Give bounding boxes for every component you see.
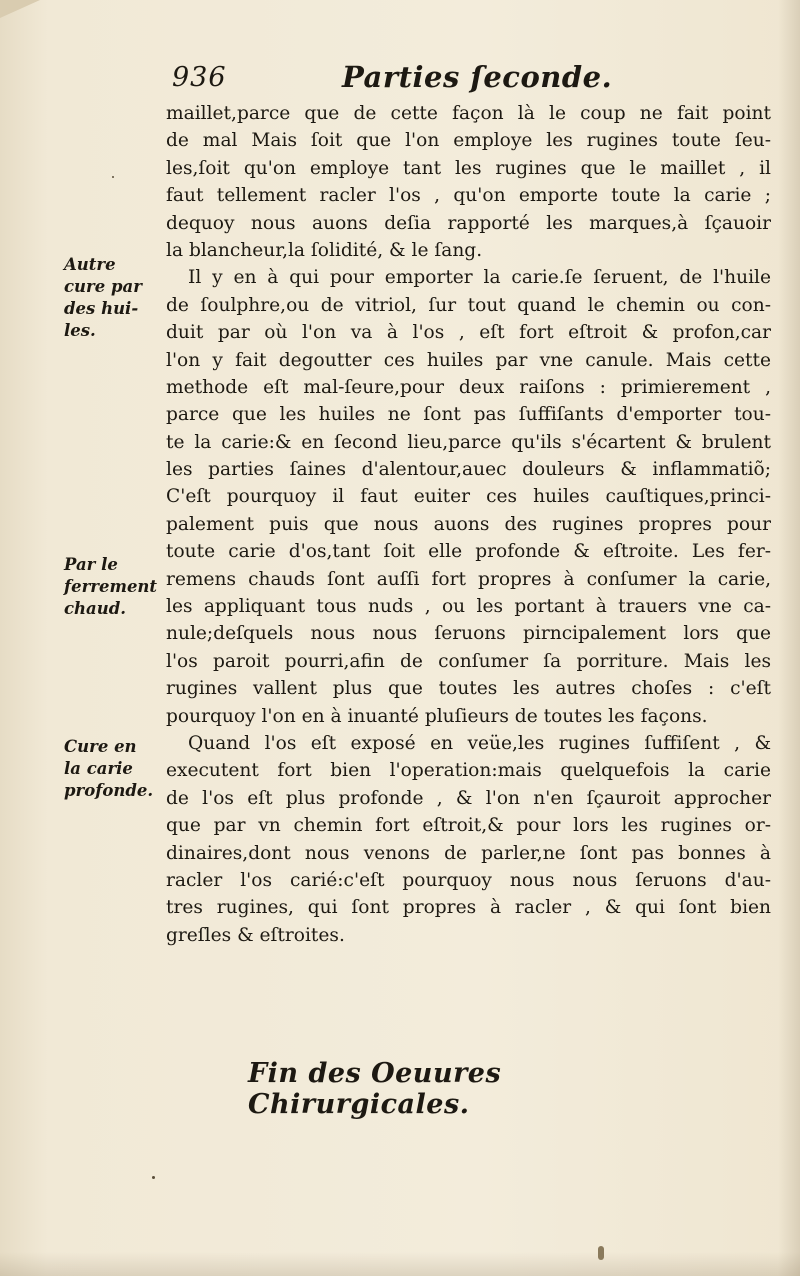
body-line-paragraph-start: Il y en à qui pour emporter la carie.ſe ſeruent, de l'huile xyxy=(188,267,771,289)
body-line: palement puis que nous auons des rugines propres pour xyxy=(166,513,771,535)
body-line: greſles & eſtroites. xyxy=(166,924,345,946)
body-line: l'on y fait degoutter ces huiles par vne canule. Mais cette xyxy=(166,349,771,371)
body-line: dinaires,dont nous venons de parler,ne ſont pas bonnes à xyxy=(166,842,771,864)
margin-note-carie-profonde xyxy=(64,736,164,802)
body-line-paragraph-start: Quand l'os eſt exposé en veüe,les rugines ſuffiſent , & xyxy=(188,732,771,754)
margin-note-line: Cure en xyxy=(64,737,137,756)
paper-speck xyxy=(112,176,114,178)
page-corner-fold xyxy=(0,0,40,18)
margin-note-ferrement-chaud xyxy=(64,554,164,620)
margin-note-line: cure par xyxy=(64,277,142,296)
colophon: Fin des Oeuures Chirurgicales. xyxy=(248,1058,502,1120)
margin-note-line: ferrement xyxy=(64,577,158,596)
page-edge-shadow-right xyxy=(778,0,800,1276)
body-line: racler l'os carié:c'eſt pourquoy nous nous ſeruons d'au- xyxy=(166,869,771,891)
body-line: que par vn chemin fort eſtroit,& pour lors les rugines or- xyxy=(166,815,771,837)
body-line: la blancheur,la ſolidité, & le ſang. xyxy=(166,239,483,261)
body-line: de ſoulphre,ou de vitriol, ſur tout quand le chemin ou con- xyxy=(166,294,771,316)
margin-note-line: les. xyxy=(64,321,96,340)
body-line: executent fort bien l'operation:mais quelquefois la carie xyxy=(166,760,771,782)
body-line: C'eſt pourquoy il faut euiter ces huiles cauſtiques,princi- xyxy=(166,486,771,508)
margin-note-line: Autre xyxy=(64,255,116,274)
paper-speck xyxy=(152,1176,155,1179)
body-line: de mal Mais ſoit que l'on employe les rugines toute ſeu- xyxy=(166,130,771,152)
body-line: duit par où l'on va à l'os , eſt fort eſtroit & profon,car xyxy=(166,322,771,344)
margin-note-line: profonde. xyxy=(64,781,154,800)
body-line: nule;deſquels nous nous ſeruons pirncipalement lors que xyxy=(166,623,771,645)
body-line: pourquoy l'on en à inuanté pluſieurs de toutes les façons. xyxy=(166,705,708,727)
body-line: methode eſt mal-ſeure,pour deux raiſons : primierement , xyxy=(166,376,771,398)
paper-blemish xyxy=(598,1246,604,1260)
body-line: toute carie d'os,tant ſoit elle profonde & eſtroite. Les fer- xyxy=(166,541,771,563)
margin-note-line: des hui- xyxy=(64,299,139,318)
body-line: les appliquant tous nuds , ou les portant à trauers vne ca- xyxy=(166,596,771,618)
body-line: les parties ſaines d'alentour,auec douleurs & inflammatiõ; xyxy=(166,459,771,481)
page-edge-shadow-bottom xyxy=(0,1252,800,1276)
page-header xyxy=(172,60,782,100)
page-number: 936 xyxy=(172,62,227,93)
body-line: tres rugines, qui ſont propres à racler , & qui ſont bien xyxy=(166,897,771,919)
body-line: te la carie:& en ſecond lieu,parce qu'ils s'écartent & brulent xyxy=(166,431,771,453)
margin-note-line: Par le xyxy=(64,555,118,574)
body-line: l'os paroit pourri,afin de conſumer ſa porriture. Mais les xyxy=(166,650,771,672)
margin-note-line: la carie xyxy=(64,759,133,778)
body-line: maillet,parce que de cette façon là le coup ne fait point xyxy=(166,103,771,124)
running-title: Parties ſeconde. xyxy=(342,60,613,94)
body-text xyxy=(166,100,771,949)
margin-note-autre-cure xyxy=(64,254,164,342)
body-line: les,ſoit qu'on employe tant les rugines que le maillet , il xyxy=(166,157,771,179)
body-line: faut tellement racler l'os , qu'on emporte toute la carie ; xyxy=(166,185,771,207)
margin-note-line: chaud. xyxy=(64,599,127,618)
body-line: remens chauds ſont auſſi fort propres à conſumer la carie, xyxy=(166,568,771,590)
body-line: parce que les huiles ne ſont pas ſuffiſants d'emporter tou- xyxy=(166,404,771,426)
body-line: de l'os eſt plus profonde , & l'on n'en ſçauroit approcher xyxy=(166,787,771,809)
body-line: rugines vallent plus que toutes les autres choſes : c'eſt xyxy=(166,678,771,700)
body-line: dequoy nous auons deſia rapporté les marques,à ſçauoir xyxy=(166,212,771,234)
